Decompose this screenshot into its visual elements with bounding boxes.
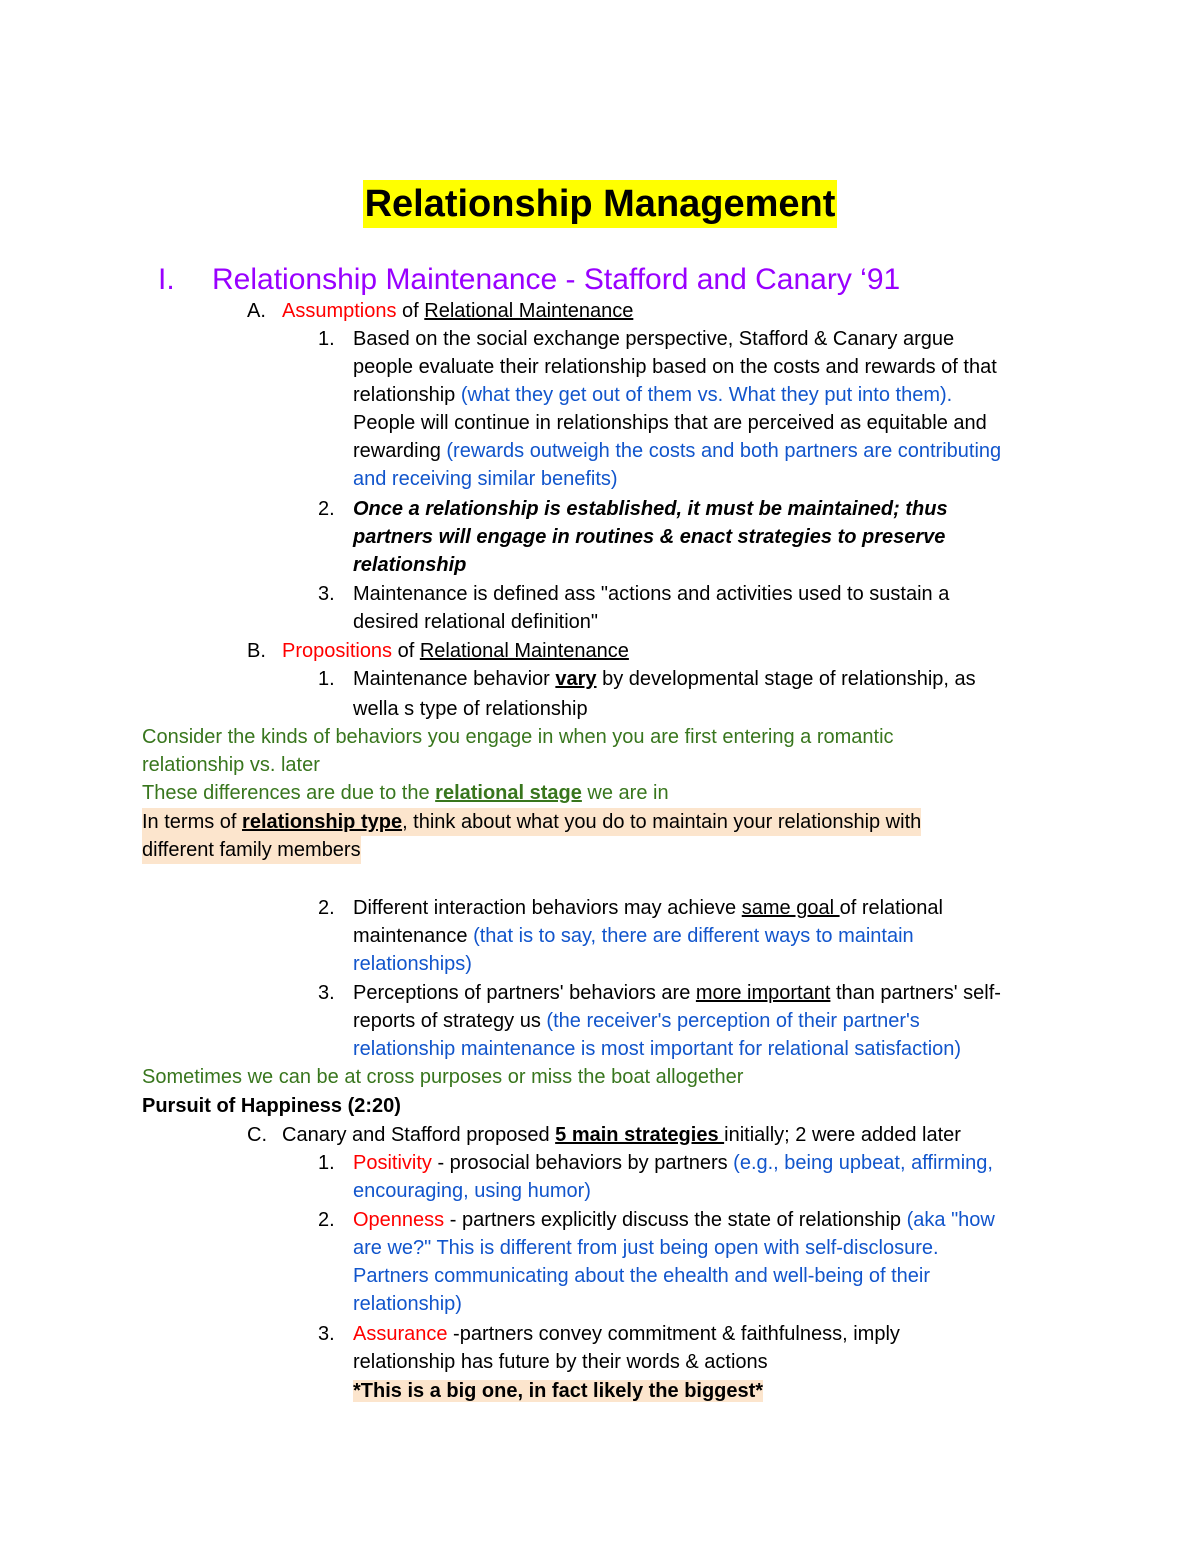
c3-text: -partners convey commitment & faithfulness, imply: [447, 1323, 900, 1345]
a2-marker: 2.: [318, 498, 335, 520]
b2-line-2-text: maintenance: [353, 925, 474, 947]
a1-line-4: People will continue in relationships that are perceived as equitable and: [353, 412, 987, 434]
propositions-label: Propositions: [282, 640, 393, 662]
c2-marker: 2.: [318, 1209, 335, 1231]
b2-text-pre: Different interaction behaviors may achieve: [353, 897, 742, 919]
positivity-label: Positivity: [353, 1152, 432, 1174]
c1-marker: 1.: [318, 1152, 335, 1174]
c2-line-1: [353, 1206, 995, 1234]
b1-line-2: wella s type of relationship: [353, 698, 588, 720]
relational-maintenance-label: Relational Maintenance: [419, 640, 629, 662]
subsection-c-heading: [282, 1121, 961, 1149]
b1-marker: 1.: [318, 668, 335, 690]
a1-line-1: Based on the social exchange perspective, Stafford & Canary argue: [353, 328, 955, 350]
subsection-a-heading: [282, 297, 633, 325]
c2-note-1: (aka "how: [906, 1209, 995, 1231]
c1-note-1: (e.g., being upbeat, affirming,: [733, 1152, 993, 1174]
b3-line-2-note: (the receiver's perception of their partner's: [546, 1010, 920, 1032]
subsection-b-marker: B.: [247, 640, 266, 662]
relationship-type-emphasis: relationship type: [242, 811, 403, 833]
a2-line-2: partners will engage in routines & enact strategies to preserve: [353, 526, 946, 548]
note-3-pre: These differences are due to the: [142, 782, 436, 804]
b2-line-1: [353, 894, 943, 922]
note-3-post: we are in: [581, 782, 669, 804]
c1-line-1: [353, 1149, 993, 1177]
a1-line-5-note: (rewards outweigh the costs and both partners are contributing: [446, 440, 1002, 462]
b2-text-post: of relational: [839, 897, 943, 919]
b2-line-2: [353, 922, 914, 950]
five-strategies-emphasis: 5 main strategies: [555, 1124, 725, 1146]
c3-marker: 3.: [318, 1323, 335, 1345]
b3-text-post: than partners' self-: [830, 982, 1001, 1004]
biggest-highlight: *This is a big one, in fact likely the biggest*: [353, 1380, 764, 1402]
note-4-pre: In terms of: [142, 811, 243, 833]
b2-line-2-note: (that is to say, there are different ways to maintain: [473, 925, 914, 947]
c1-line-2: encouraging, using humor): [353, 1180, 591, 1202]
video-reference: Pursuit of Happiness (2:20): [142, 1095, 401, 1117]
b2-marker: 2.: [318, 897, 335, 919]
page-title: Relationship Management: [363, 180, 838, 228]
a1-line-3-note: (what they get out of them vs. What they put into them).: [460, 384, 953, 406]
b3-line-2: [353, 1007, 920, 1035]
a1-line-6: and receiving similar benefits): [353, 468, 618, 490]
vary-emphasis: vary: [555, 668, 597, 690]
note-4-post: , think about what you do to maintain your relationship with: [402, 811, 922, 833]
c2-line-4: relationship): [353, 1293, 462, 1315]
b2-line-3: relationships): [353, 953, 472, 975]
title-container: [0, 180, 1200, 228]
c3-line-2: relationship has future by their words & actions: [353, 1351, 768, 1373]
relational-maintenance-label: Relational Maintenance: [424, 300, 634, 322]
c2-text: - partners explicitly discuss the state of relationship: [444, 1209, 907, 1231]
b3-text-pre: Perceptions of partners' behaviors are: [353, 982, 696, 1004]
b3-line-1: [353, 979, 1001, 1007]
a1-line-3-text: relationship: [353, 384, 461, 406]
a1-line-5: [353, 437, 1001, 465]
note-line-5: different family members: [142, 836, 361, 864]
a3-marker: 3.: [318, 583, 335, 605]
openness-label: Openness: [353, 1209, 445, 1231]
b3-marker: 3.: [318, 982, 335, 1004]
relational-stage-emphasis: relational stage: [435, 782, 582, 804]
c1-text: - prosocial behaviors by partners: [431, 1152, 734, 1174]
section-heading: Relationship Maintenance - Stafford and Canary ‘91: [212, 263, 901, 296]
c-text-pre: Canary and Stafford proposed: [282, 1124, 556, 1146]
a3-line-2: desired relational definition": [353, 611, 599, 633]
a1-line-2: people evaluate their relationship based on the costs and rewards of that: [353, 356, 997, 378]
c2-line-3: Partners communicating about the ehealth and well-being of their: [353, 1265, 931, 1287]
assumptions-label: Assumptions: [282, 300, 397, 322]
a1-line-5-text: rewarding: [353, 440, 447, 462]
a2-line-3: relationship: [353, 554, 467, 576]
subsection-c-marker: C.: [247, 1124, 267, 1146]
more-important-emphasis: more important: [695, 982, 831, 1004]
note-line-1: Consider the kinds of behaviors you engage in when you are first entering a romantic: [142, 726, 894, 748]
a1-marker: 1.: [318, 328, 335, 350]
c2-line-2: are we?" This is different from just being open with self-disclosure.: [353, 1237, 939, 1259]
b1-text-post: by developmental stage of relationship, as: [596, 668, 976, 690]
note-line-6: Sometimes we can be at cross purposes or miss the boat allogether: [142, 1066, 744, 1088]
subsection-b-heading: [282, 637, 629, 665]
a1-line-3: [353, 381, 952, 409]
c3-line-3: [353, 1377, 763, 1405]
b3-line-3: relationship maintenance is most important for relational satisfaction): [353, 1038, 962, 1060]
c-text-post: initially; 2 were added later: [724, 1124, 961, 1146]
note-line-4: [142, 808, 921, 836]
note-line-2: relationship vs. later: [142, 754, 320, 776]
a3-line-1: Maintenance is defined ass "actions and activities used to sustain a: [353, 583, 950, 605]
b3-line-2-text: reports of strategy us: [353, 1010, 547, 1032]
a2-line-1: Once a relationship is established, it must be maintained; thus: [353, 498, 948, 520]
of-text: of: [396, 300, 425, 322]
of-text: of: [392, 640, 420, 662]
c3-line-1: [353, 1320, 900, 1348]
b1-text-pre: Maintenance behavior: [353, 668, 556, 690]
assurance-label: Assurance: [353, 1323, 448, 1345]
b1-line-1: [353, 665, 976, 693]
subsection-a-marker: A.: [247, 300, 266, 322]
section-marker: I.: [158, 263, 175, 296]
note-line-3: [142, 779, 669, 807]
same-goal-emphasis: same goal: [741, 897, 840, 919]
